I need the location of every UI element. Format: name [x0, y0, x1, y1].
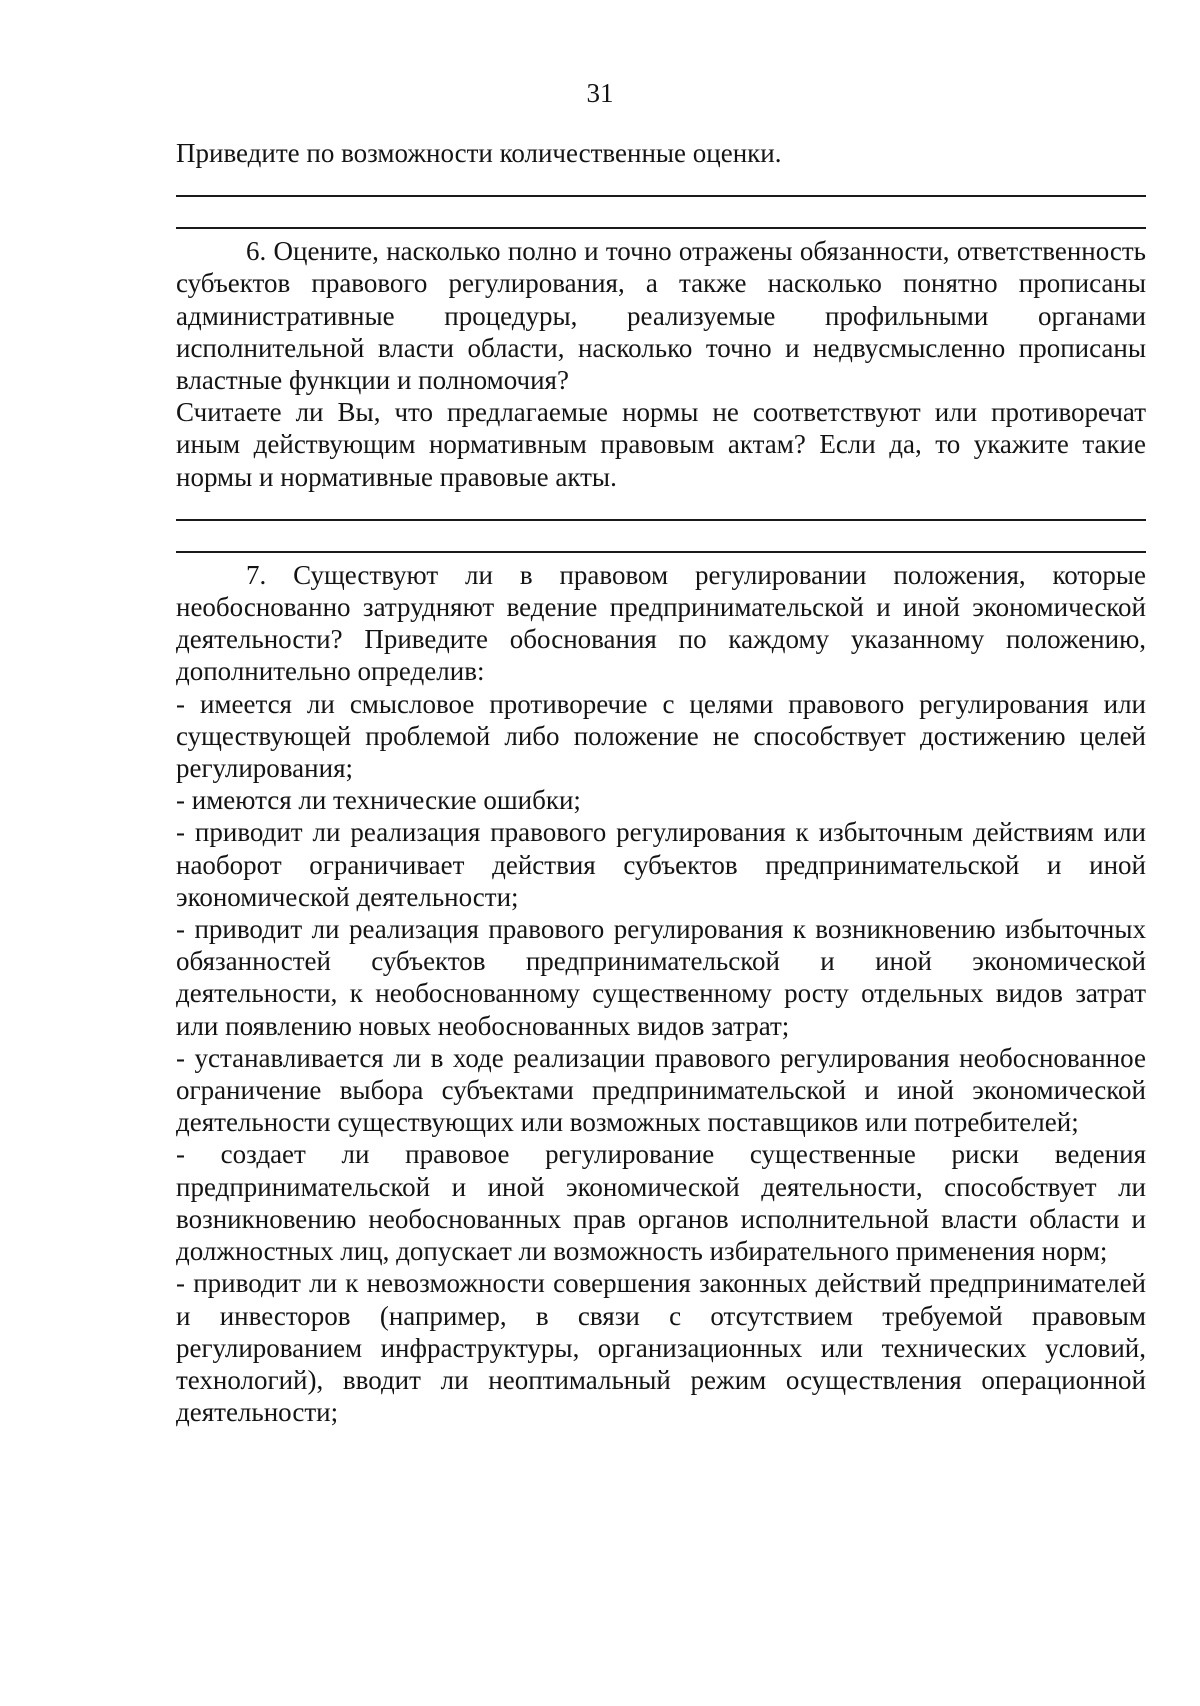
- page-number: 31: [586, 78, 614, 108]
- question-7: 7. Существуют ли в правовом регулировании положения, которые необоснованно затрудняют ведение предпринимательской и иной экономической деятельности? Приведите обоснования по каждому указанному положению, дополнительно определив:: [176, 559, 1146, 687]
- list-item: - приводит ли к невозможности совершения законных действий предпринимателей и инвесторов (например, в связи с отсутствием требуемой правовым регулированием инфраструктуры, организационных или технических условий, технологий), вводит ли неоптимальный режим осуществления операционной деятельности;: [176, 1268, 1146, 1428]
- list-item: - приводит ли реализация правового регулирования к избыточным действиям или наоборот ограничивает действия субъектов предпринимательской и иной экономической деятельности;: [176, 817, 1146, 912]
- list-item: - создает ли правовое регулирование существенные риски ведения предпринимательской и иной экономической деятельности, способствует ли возникновению необоснованных прав органов исполнительной власти области и должностных лиц, допускает ли возможность избирательного применения норм;: [176, 1139, 1146, 1267]
- question-6: 6. Оцените, насколько полно и точно отражены обязанности, ответственность субъектов правового регулирования, а также насколько понятно прописаны административные процедуры, реализуемые профильными органами исполнительной власти области, насколько точно и недвусмысленно прописаны властные функции и полномочия?: [176, 236, 1146, 396]
- list-item: - устанавливается ли в ходе реализации правового регулирования необоснованное ограничение выбора субъектами предпринимательской и иной экономической деятельности существующих или возможных поставщиков или потребителей;: [176, 1042, 1146, 1138]
- answer-line: [176, 227, 1146, 229]
- list-item: - имеются ли технические ошибки;: [176, 785, 581, 816]
- document-body: [176, 137, 1146, 1428]
- intro-paragraph: Приведите по возможности количественные оценки.: [176, 138, 782, 168]
- answer-line: [176, 519, 1146, 521]
- answer-line: [176, 195, 1146, 197]
- list-item: - приводит ли реализация правового регулирования к возникновению избыточных обязанностей субъектов предпринимательской и иной экономической деятельности, к необоснованному существенному росту отдельных видов затрат или появлению новых необоснованных видов затрат;: [176, 914, 1146, 1041]
- list-item: - имеется ли смысловое противоречие с целями правового регулирования или существующей проблемой либо положение не способствует достижению целей регулирования;: [176, 688, 1146, 784]
- answer-line: [176, 551, 1146, 553]
- question-6-followup: Считаете ли Вы, что предлагаемые нормы не соответствуют или противоречат иным действующим нормативным правовым актам? Если да, то укажите такие нормы и нормативные правовые акты.: [176, 397, 1146, 492]
